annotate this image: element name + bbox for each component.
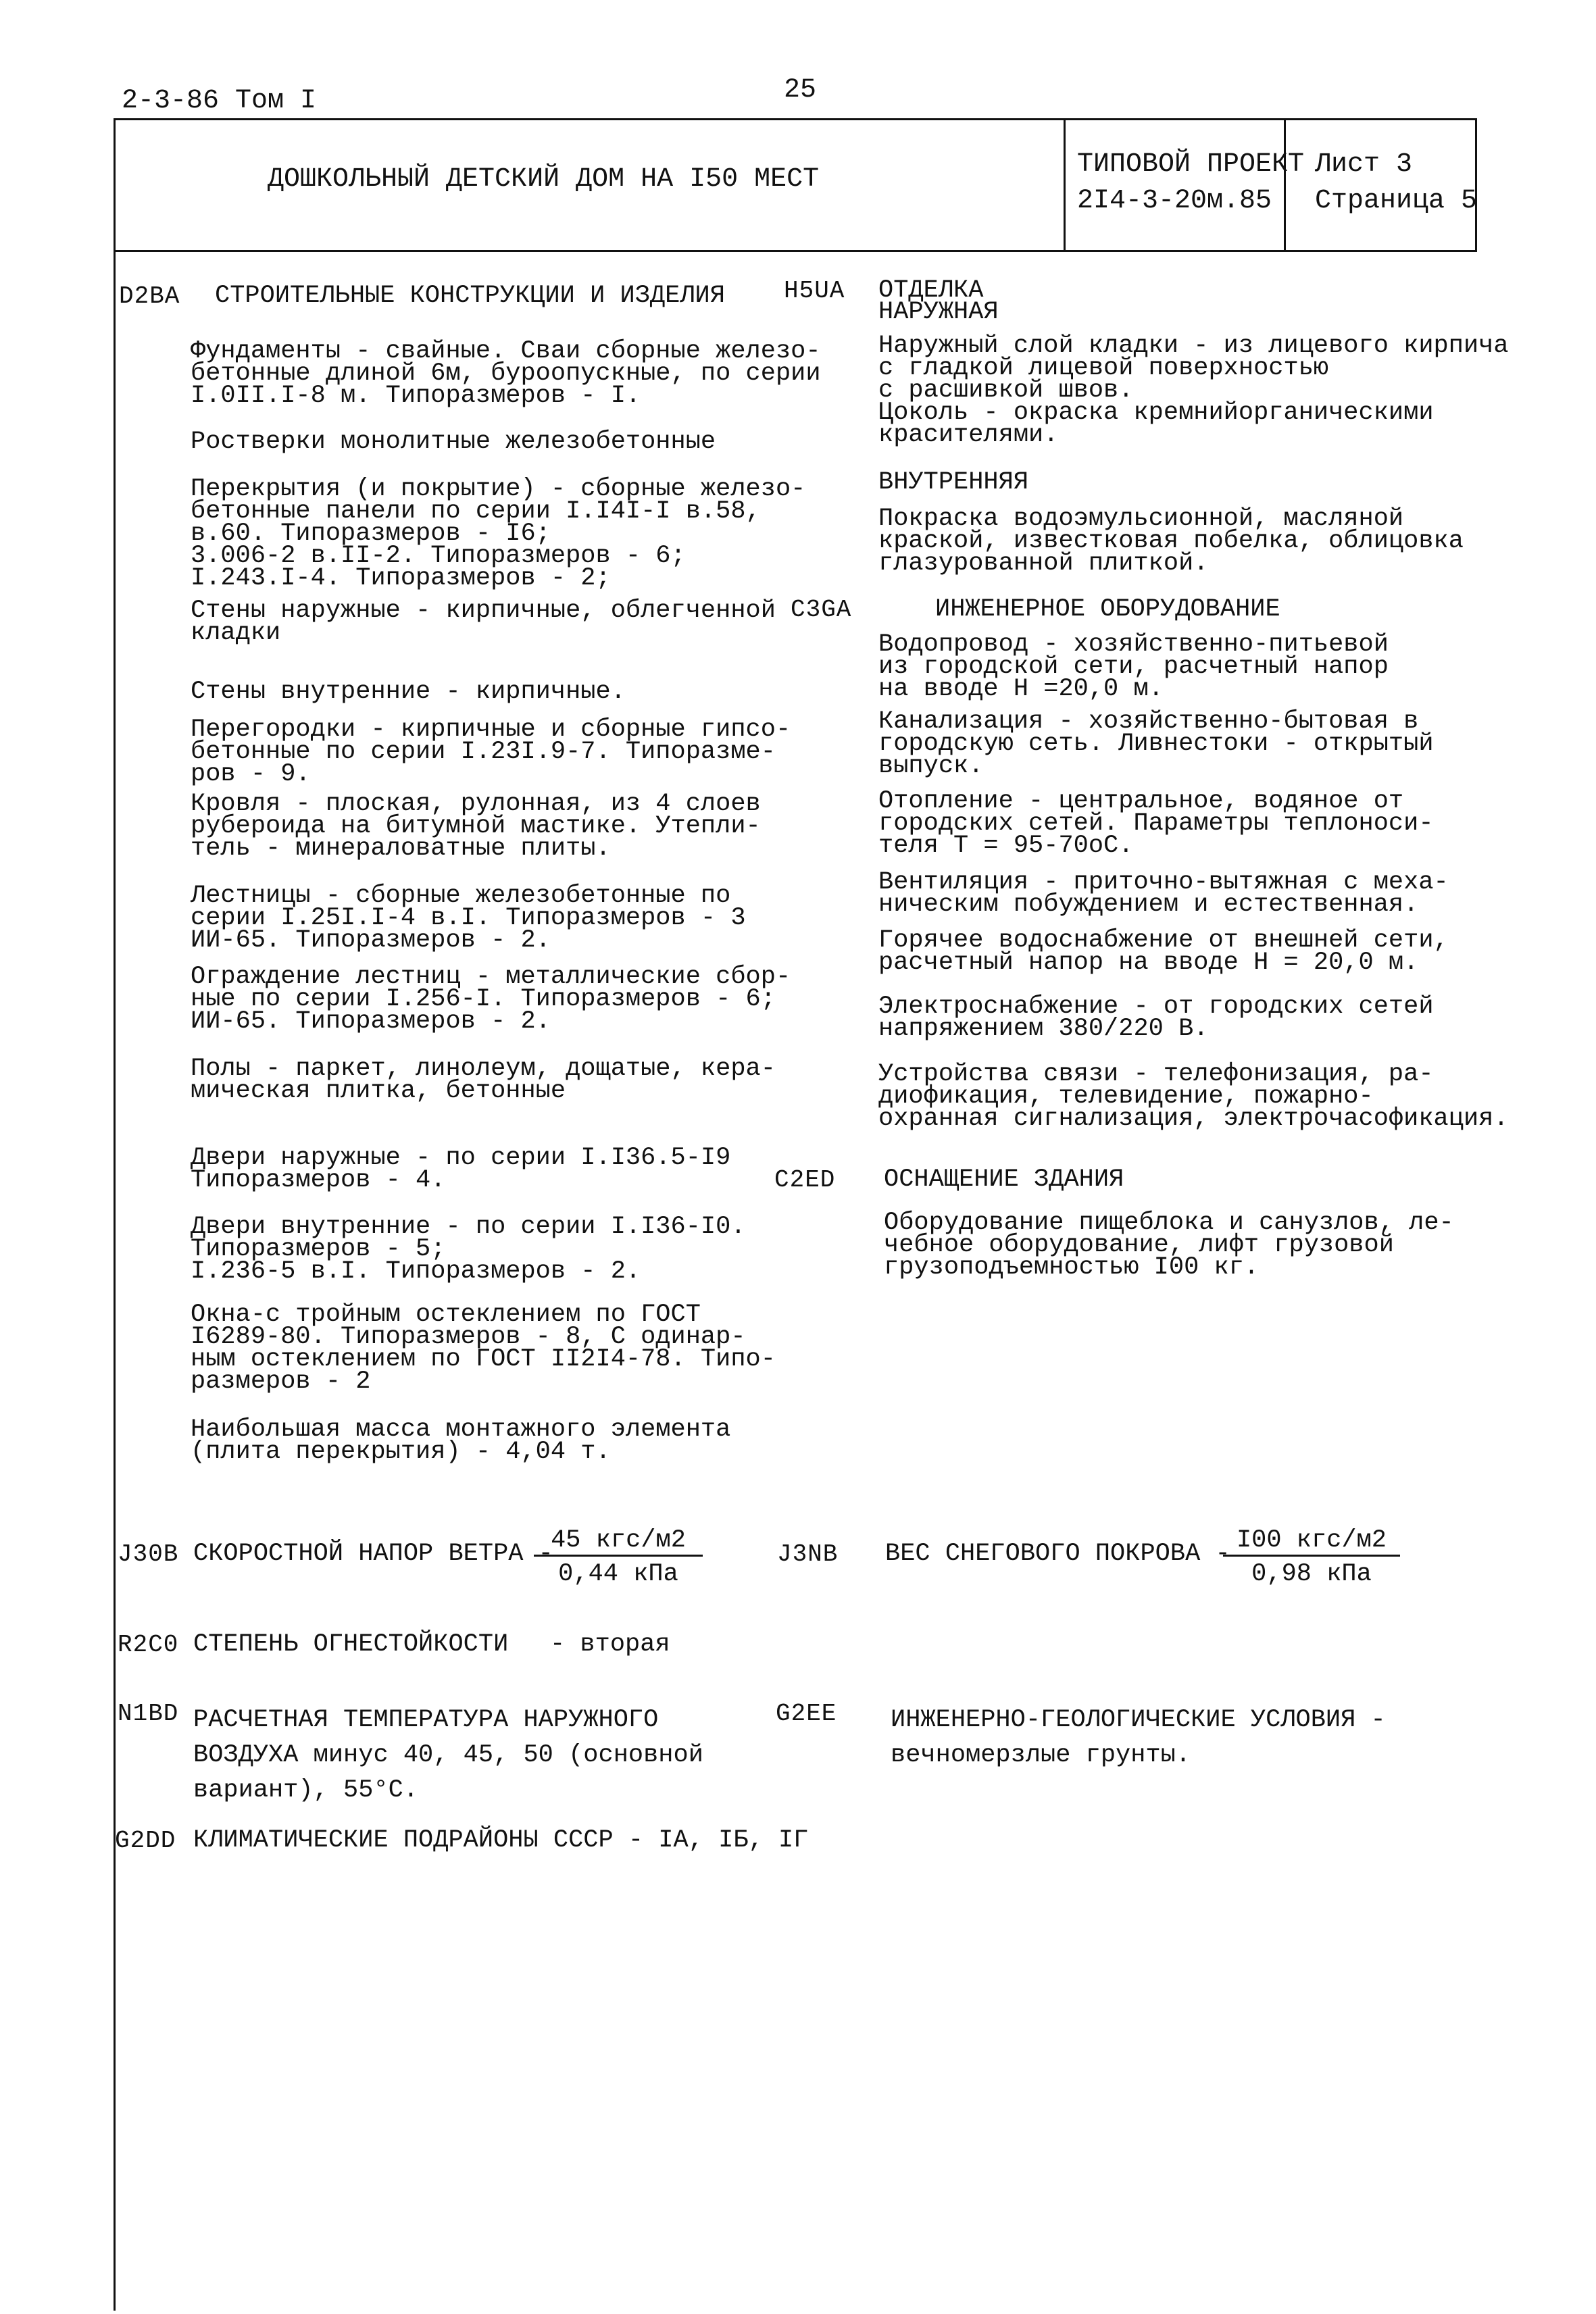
wind-pressure-label: СКОРОСТНОЙ НАПОР ВЕТРА -	[193, 1540, 553, 1568]
snow-load-kgf: I00 кгс/м2	[1223, 1530, 1400, 1557]
section-code: J30B	[118, 1540, 179, 1568]
section-heading: СТРОИТЕЛЬНЫЕ КОНСТРУКЦИИ И ИЗДЕЛИЯ	[215, 282, 725, 310]
spec-floors-slabs: Перекрытия (и покрытие) - сборные железо- бетонные панели по серии I.I4I-I в.58, в.60. Типоразмеров - I6; 3.006-2 в.II-2. Типоразмеров - 6; I.243.I-4. Типоразмеров - 2;	[191, 475, 806, 593]
section-heading: ОТДЕЛКА	[878, 276, 984, 305]
snow-load-value	[1223, 1526, 1400, 1588]
wind-pressure-kpa: 0,44 кПа	[558, 1560, 678, 1588]
spec-water-supply: Водопровод - хозяйственно-питьевой из городской сети, расчетный напор на вводе Н =20,0 м.	[878, 630, 1389, 703]
title-block-divider	[1284, 118, 1286, 252]
section-code: H5UA	[784, 277, 845, 305]
section-code: D2BA	[119, 282, 180, 310]
spec-power-supply: Электроснабжение - от городских сетей напряжением 380/220 В.	[878, 992, 1434, 1043]
spec-internal-walls: Стены внутренние - кирпичные.	[191, 678, 626, 706]
design-temperature: РАСЧЕТНАЯ ТЕМПЕРАТУРА НАРУЖНОГО ВОЗДУХА минус 40, 45, 50 (основной вариант), 55°С.	[193, 1706, 703, 1805]
subsection-heading: ВНУТРЕННЯЯ	[878, 468, 1029, 497]
document-title: ДОШКОЛЬНЫЙ ДЕТСКИЙ ДОМ НА I50 МЕСТ	[268, 164, 820, 195]
section-code: G2EE	[776, 1700, 837, 1728]
section-code: C3GA	[791, 596, 852, 624]
spec-external-doors: Двери наружные - по серии I.I36.5-I9 Типоразмеров - 4.	[191, 1144, 731, 1194]
fire-resistance-value: - вторая	[550, 1630, 670, 1659]
spec-building-equipment: Оборудование пищеблока и санузлов, ле- чебное оборудование, лифт грузовой грузоподъемностью I00 кг.	[884, 1209, 1454, 1282]
fire-resistance-label: СТЕПЕНЬ ОГНЕСТОЙКОСТИ	[193, 1630, 509, 1659]
spec-grillage: Ростверки монолитные железобетонные	[191, 428, 716, 456]
project-label: ТИПОВОЙ ПРОЕКТ	[1077, 149, 1305, 180]
subsection-heading: НАРУЖНАЯ	[878, 298, 999, 326]
section-code: G2DD	[115, 1827, 176, 1855]
wind-pressure-value	[534, 1526, 703, 1588]
section-code: J3NB	[777, 1540, 839, 1568]
spec-roof: Кровля - плоская, рулонная, из 4 слоев рубероида на битумной мастике. Утепли- тель - минераловатные плиты.	[191, 790, 761, 863]
spec-hot-water: Горячее водоснабжение от внешней сети, расчетный напор на вводе Н = 20,0 м.	[878, 926, 1449, 977]
snow-load-kpa: 0,98 кПа	[1251, 1560, 1372, 1588]
page-number: 25	[784, 75, 817, 105]
title-block-divider	[1064, 118, 1066, 252]
snow-load-label: ВЕС СНЕГОВОГО ПОКРОВА -	[885, 1540, 1230, 1568]
spec-sewerage: Канализация - хозяйственно-бытовая в городскую сеть. Ливнестоки - открытый выпуск.	[878, 707, 1434, 780]
spec-windows: Окна-с тройным остеклением по ГОСТ I6289-80. Типоразмеров - 8, С одинар- ным остеклением по ГОСТ II2I4-78. Типо- размеров - 2	[191, 1301, 776, 1396]
section-code: N1BD	[118, 1700, 179, 1728]
spec-ventilation: Вентиляция - приточно-вытяжная с меха- ническим побуждением и естественная.	[878, 868, 1449, 919]
section-heading: ИНЖЕНЕРНОЕ ОБОРУДОВАНИЕ	[935, 595, 1280, 624]
spec-heating: Отопление - центральное, водяное от городских сетей. Параметры теплоноси- теля Т = 95-70оС.	[878, 787, 1434, 860]
page-label: Страница 5	[1315, 186, 1478, 216]
project-number: 2I4-3-20м.85	[1077, 186, 1272, 216]
wind-pressure-kgf: 45 кгс/м2	[534, 1530, 703, 1557]
spec-max-element-mass: Наибольшая масса монтажного элемента (плита перекрытия) - 4,04 т.	[191, 1415, 731, 1466]
spec-partitions: Перегородки - кирпичные и сборные гипсо- бетонные по серии I.23I.9-7. Типоразме- ров - 9.	[191, 715, 791, 788]
spec-stair-railings: Ограждение лестниц - металлические сбор- ные по серии I.256-I. Типоразмеров - 6; ИИ-65. Типоразмеров - 2.	[191, 963, 791, 1036]
spec-floor-finishes: Полы - паркет, линолеум, дощатые, кера- мическая плитка, бетонные	[191, 1055, 776, 1105]
spec-external-finish: Наружный слой кладки - из лицевого кирпича с гладкой лицевой поверхностью с расшивкой швов. Цоколь - окраска кремнийорганическими красителями.	[878, 332, 1509, 449]
spec-internal-doors: Двери внутренние - по серии I.I36-I0. Типоразмеров - 5; I.236-5 в.I. Типоразмеров - 2.	[191, 1213, 746, 1286]
spec-internal-finish: Покраска водоэмульсионной, масляной краской, известковая побелка, облицовка глазурованной плиткой.	[878, 505, 1464, 578]
section-code: C2ED	[774, 1166, 836, 1194]
sheet-number: Лист 3	[1315, 149, 1413, 180]
section-code: R2C0	[118, 1631, 179, 1659]
spec-foundations: Фундаменты - свайные. Сваи сборные железо- бетонные длиной 6м, буроопускные, по серии I.0II.I-8 м. Типоразмеров - I.	[191, 337, 821, 410]
geological-conditions: ИНЖЕНЕРНО-ГЕОЛОГИЧЕСКИЕ УСЛОВИЯ - вечномерзлые грунты.	[891, 1706, 1386, 1769]
spec-communications: Устройства связи - телефонизация, ра- диофикация, телевидение, пожарно- охранная сигнализация, электрочасофикация.	[878, 1060, 1509, 1133]
frame-left-border	[114, 118, 116, 2311]
spec-stairs: Лестницы - сборные железобетонные по серии I.25I.I-4 в.I. Типоразмеров - 3 ИИ-65. Типоразмеров - 2.	[191, 882, 746, 955]
document-reference: 2-3-86 Том I	[122, 86, 317, 116]
section-heading: ОСНАЩЕНИЕ ЗДАНИЯ	[884, 1165, 1124, 1194]
climatic-subregions: КЛИМАТИЧЕСКИЕ ПОДРАЙОНЫ СССР - IА, IБ, IГ	[193, 1826, 809, 1855]
spec-external-walls: Стены наружные - кирпичные, облегченной кладки	[191, 597, 776, 647]
